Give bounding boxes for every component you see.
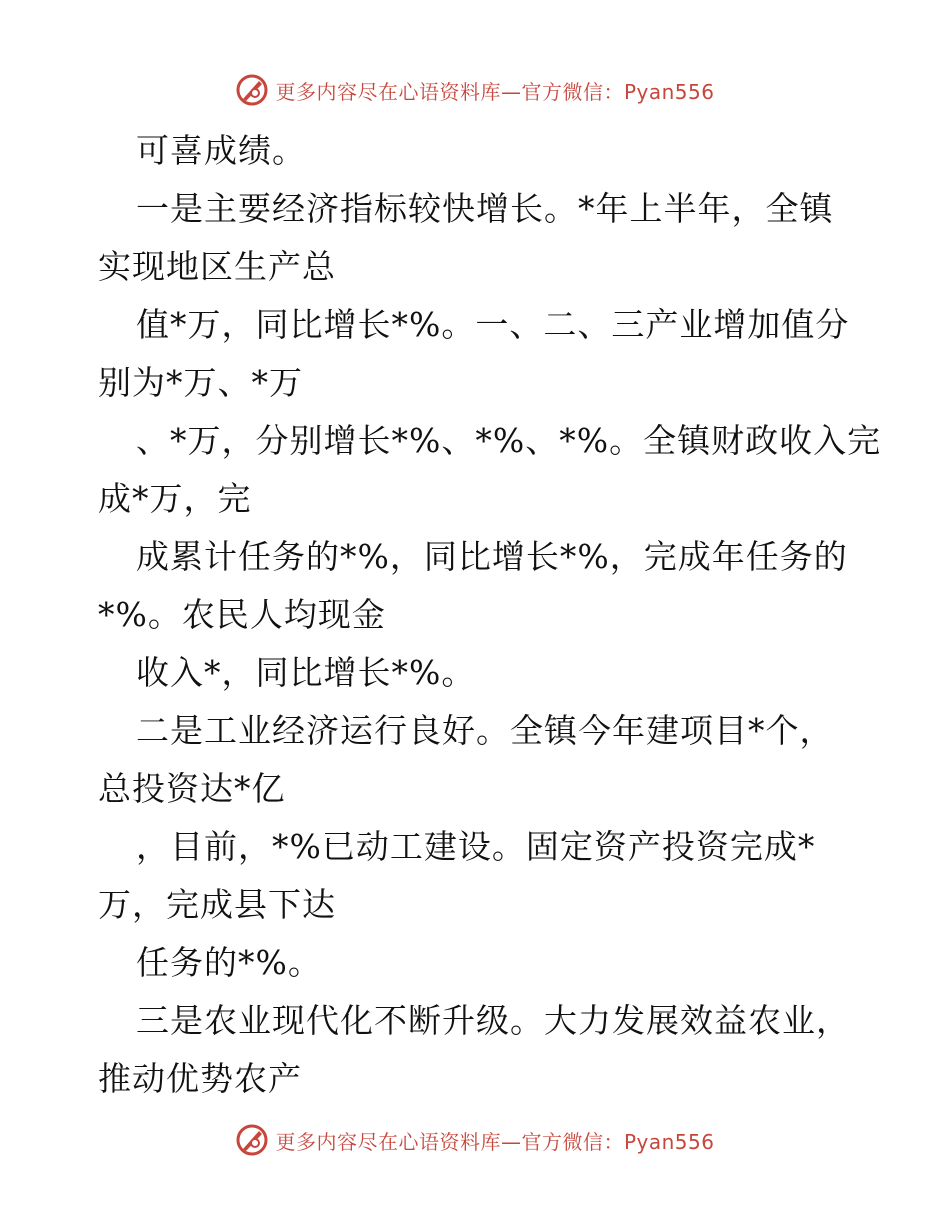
quill-seal-icon [235,73,269,107]
header-banner [0,70,950,110]
paragraph-line: 值*万，同比增长*%。一、二、三产业增加值分 [136,305,850,344]
paragraph-line: 万，完成县下达 [98,885,336,924]
quill-seal-icon [235,1123,269,1157]
footer-banner [0,1120,950,1160]
header-banner-text: 更多内容尽在心语资料库—官方微信：Pyan556 [275,79,715,104]
paragraph-line: 、*万，分别增长*%、*%、*%。全镇财政收入完 [136,421,882,460]
paragraph-line: 一是主要经济指标较快增长。*年上半年，全镇 [136,189,834,228]
paragraph-line: 成累计任务的*%，同比增长*%，完成年任务的 [136,537,848,576]
paragraph-line: 别为*万、*万 [98,363,303,402]
paragraph-line: 推动优势农产 [98,1059,302,1098]
paragraph-line: 二是工业经济运行良好。全镇今年建项目*个， [136,711,834,750]
paragraph-line: ，目前，*%已动工建设。固定资产投资完成* [136,827,816,866]
paragraph-line: 实现地区生产总 [98,247,336,286]
footer-banner-text: 更多内容尽在心语资料库—官方微信：Pyan556 [275,1129,715,1154]
paragraph-line: 可喜成绩。 [136,131,306,170]
paragraph-line: 收入*，同比增长*%。 [136,653,476,692]
paragraph-line: 任务的*%。 [136,943,322,982]
paragraph-line: 成*万，完 [98,479,252,518]
paragraph-line: *%。农民人均现金 [98,595,386,634]
document-body [98,122,882,1108]
paragraph-line: 三是农业现代化不断升级。大力发展效益农业， [136,1001,850,1040]
paragraph-line: 总投资达*亿 [98,769,286,808]
